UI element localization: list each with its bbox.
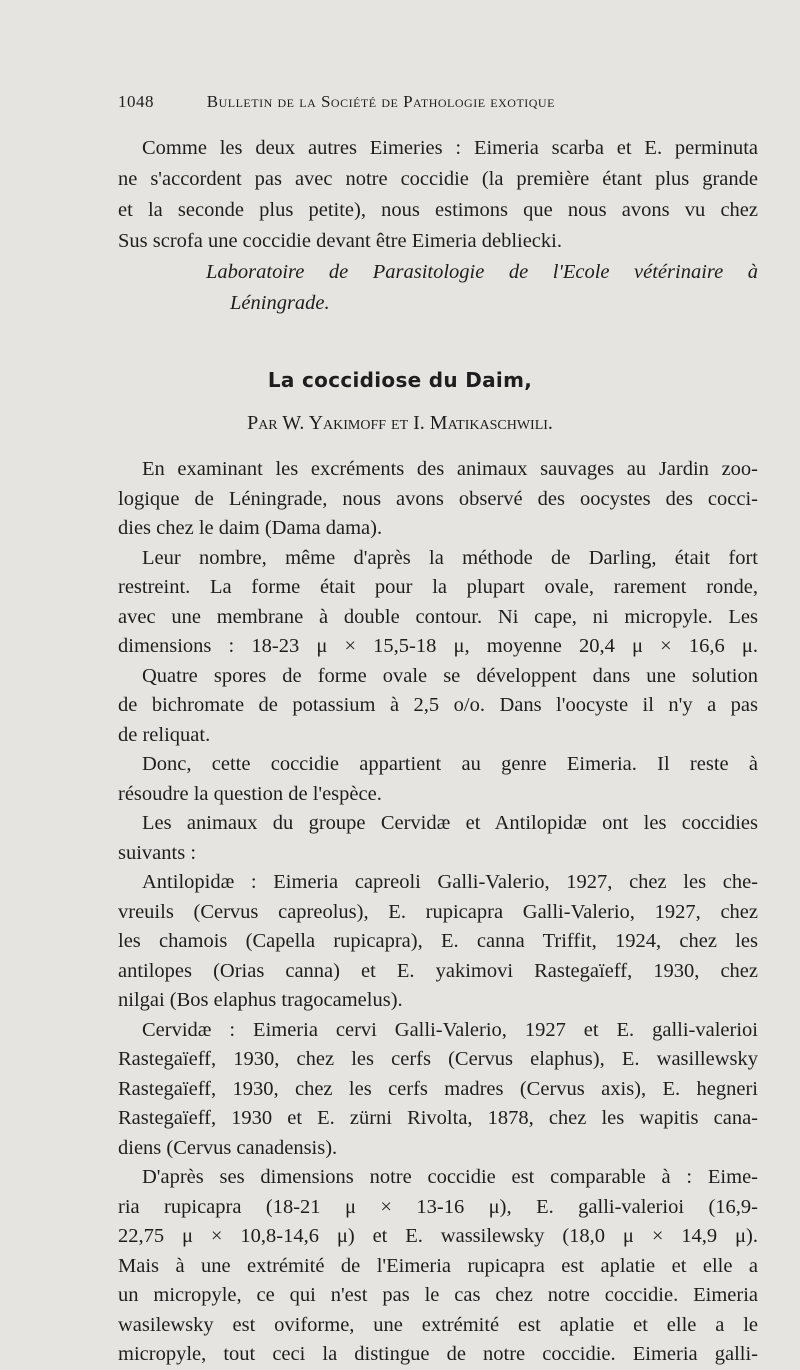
text-line: dimensions : 18-23 μ × 15,5-18 μ, moyenne 20,4 μ × 16,6 μ. xyxy=(118,635,759,657)
affiliation-line: Léningrade. xyxy=(230,292,330,314)
previous-article-ending xyxy=(118,133,758,319)
text-line: Donc, cette coccidie appartient au genre Eimeria. Il reste à xyxy=(142,753,758,775)
article-body xyxy=(118,455,758,1370)
text-line: Leur nombre, même d'après la méthode de Darling, était fort xyxy=(142,546,758,569)
running-header xyxy=(118,92,758,112)
text-line: de reliquat. xyxy=(118,723,211,746)
text-line: Comme les deux autres Eimeries : Eimeria scarba et E. perminuta xyxy=(142,137,758,159)
text-line: Cervidæ : Eimeria cervi Galli-Valerio, 1927 et E. galli-valerioi xyxy=(142,1018,758,1041)
text-line: nilgai (Bos elaphus tragocamelus). xyxy=(118,989,403,1011)
text-line: et la seconde plus petite), nous estimons que nous avons vu chez xyxy=(118,199,758,221)
text-line: Sus scrofa une coccidie devant être Eimeria debliecki. xyxy=(118,230,562,252)
text-line: wasilewsky est oviforme, une extrémité est aplatie et elle a le xyxy=(118,1313,758,1336)
text-line: diens (Cervus canadensis). xyxy=(118,1136,338,1159)
text-line: logique de Léningrade, nous avons observé des oocystes des cocci- xyxy=(118,487,758,510)
text-line: En examinant les excréments des animaux sauvages au Jardin zoo- xyxy=(142,458,758,480)
page-number: 1048 xyxy=(118,92,154,111)
text-line: Rastegaïeff, 1930, chez les cerfs madres (Cervus axis), E. hegneri xyxy=(118,1077,758,1100)
text-line: vreuils (Cervus capreolus), E. rupicapra Galli-Valerio, 1927, chez xyxy=(118,900,758,923)
text-line: résoudre la question de l'espèce. xyxy=(118,782,382,805)
text-line: dies chez le daim (Dama dama). xyxy=(118,517,383,539)
text-line: Rastegaïeff, 1930 et E. zürni Rivolta, 1878, chez les wapitis cana- xyxy=(118,1107,758,1129)
article-title: La coccidiose du Daim, xyxy=(267,368,533,392)
affiliation-line: Laboratoire de Parasitologie de l'Ecole vétérinaire à xyxy=(206,261,758,283)
text-line: avec une membrane à double contour. Ni cape, ni micropyle. Les xyxy=(118,605,758,628)
text-line: micropyle, tout ceci la distingue de notre coccidie. Eimeria galli- xyxy=(118,1343,758,1365)
text-line: D'après ses dimensions notre coccidie est comparable à : Eime- xyxy=(142,1166,758,1188)
text-line: Rastegaïeff, 1930, chez les cerfs (Cervus elaphus), E. wasillewsky xyxy=(118,1048,758,1070)
text-line: un micropyle, ce qui n'est pas le cas chez notre coccidie. Eimeria xyxy=(118,1284,758,1306)
text-line: les chamois (Capella rupicapra), E. canna Triffit, 1924, chez les xyxy=(118,930,758,952)
text-line: restreint. La forme était pour la plupart ovale, rarement ronde, xyxy=(118,576,758,598)
text-line: ria rupicapra (18-21 μ × 13-16 μ), E. galli-valerioi (16,9- xyxy=(118,1195,758,1218)
text-line: Quatre spores de forme ovale se développent dans une solution xyxy=(142,664,758,687)
text-line: ne s'accordent pas avec notre coccidie (la première étant plus grande xyxy=(118,168,758,190)
text-line: Mais à une extrémité de l'Eimeria rupicapra est aplatie et elle a xyxy=(118,1254,758,1277)
text-line: Les animaux du groupe Cervidæ et Antilopidæ ont les coccidies xyxy=(142,812,758,834)
running-title: Bulletin de la Société de Pathologie exotique xyxy=(206,92,555,111)
text-line: 22,75 μ × 10,8-14,6 μ) et E. wassilewsky (18,0 μ × 14,9 μ). xyxy=(118,1225,758,1247)
text-line: Antilopidæ : Eimeria capreoli Galli-Valerio, 1927, chez les che- xyxy=(142,871,758,893)
article-byline: Par W. Yakimoff et I. Matikaschwili. xyxy=(247,412,553,434)
text-line: de bichromate de potassium à 2,5 o/o. Dans l'oocyste il n'y a pas xyxy=(118,694,758,716)
text-line: suivants : xyxy=(118,841,197,864)
text-line: antilopes (Orias canna) et E. yakimovi Rastegaïeff, 1930, chez xyxy=(118,959,758,982)
